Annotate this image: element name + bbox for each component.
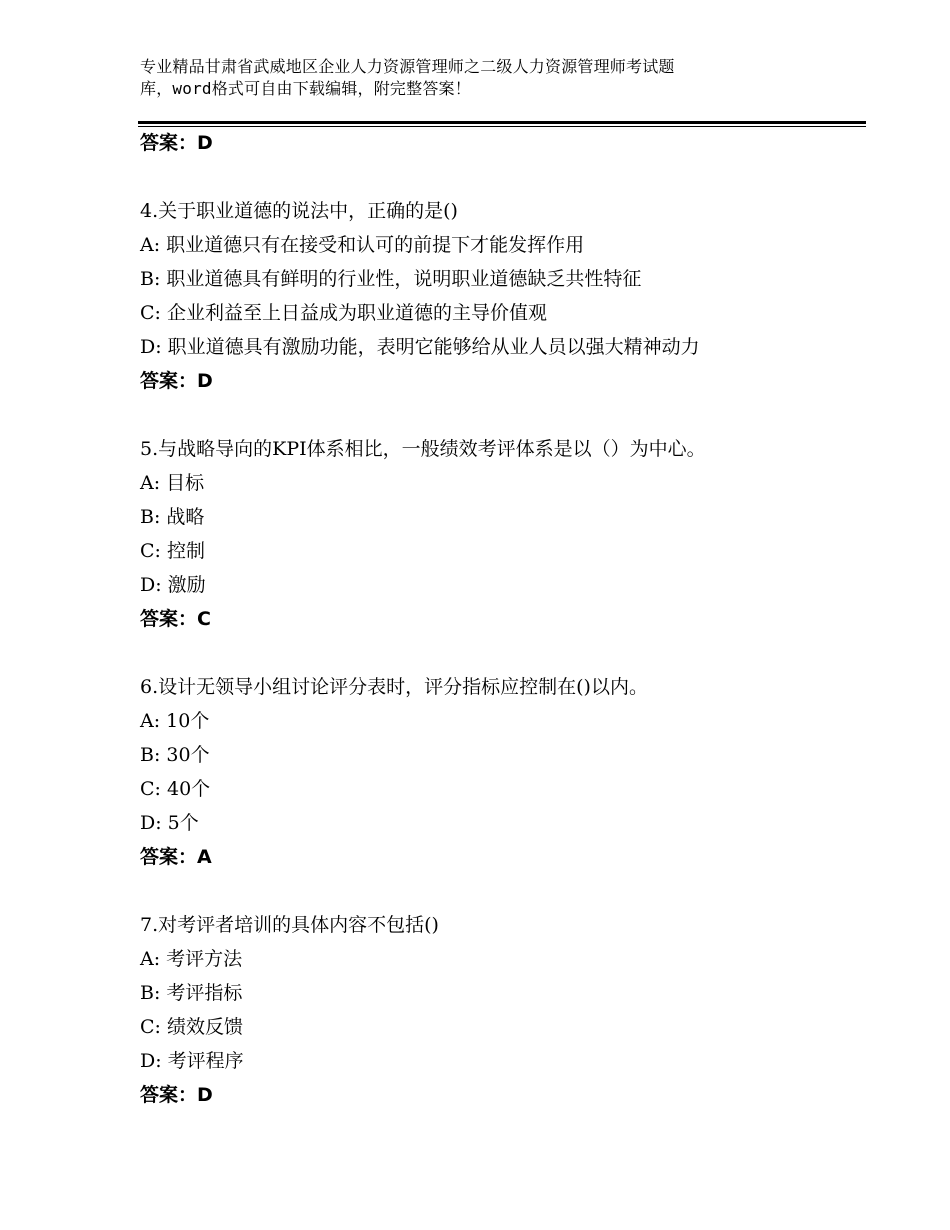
question-option: A: 目标 xyxy=(140,472,205,494)
question-stem: 5.与战略导向的KPI体系相比，一般绩效考评体系是以（）为中心。 xyxy=(140,438,706,460)
question-option: A: 职业道德只有在接受和认可的前提下才能发挥作用 xyxy=(140,234,585,256)
document-header xyxy=(140,56,780,100)
spacer xyxy=(140,874,860,908)
question-option: B: 30个 xyxy=(140,744,210,766)
question-option: C: 企业利益至上日益成为职业道德的主导价值观 xyxy=(140,302,547,324)
header-divider-thick xyxy=(138,121,866,124)
question-answer: 答案：D xyxy=(140,1084,213,1106)
question-option: A: 考评方法 xyxy=(140,948,243,970)
spacer xyxy=(140,160,860,194)
question-stem: 4.关于职业道德的说法中，正确的是() xyxy=(140,200,458,222)
question-option: B: 战略 xyxy=(140,506,205,528)
header-line-2: 库，word格式可自由下载编辑，附完整答案！ xyxy=(140,79,471,98)
spacer xyxy=(140,398,860,432)
question-option: D: 考评程序 xyxy=(140,1050,244,1072)
question-option: B: 职业道德具有鲜明的行业性，说明职业道德缺乏共性特征 xyxy=(140,268,642,290)
question-option: A: 10个 xyxy=(140,710,210,732)
header-line-1: 专业精品甘肃省武威地区企业人力资源管理师之二级人力资源管理师考试题 xyxy=(140,57,675,76)
question-stem: 6.设计无领导小组讨论评分表时，评分指标应控制在()以内。 xyxy=(140,676,648,698)
question-option: C: 绩效反馈 xyxy=(140,1016,243,1038)
question-block xyxy=(140,194,860,398)
question-block xyxy=(140,670,860,874)
question-option: D: 5个 xyxy=(140,812,199,834)
question-answer: 答案：A xyxy=(140,846,212,868)
question-option: B: 考评指标 xyxy=(140,982,243,1004)
question-list xyxy=(140,126,860,1112)
question-option: D: 激励 xyxy=(140,574,206,596)
previous-answer: 答案：D xyxy=(140,132,213,154)
question-option: D: 职业道德具有激励功能，表明它能够给从业人员以强大精神动力 xyxy=(140,336,700,358)
question-option: C: 控制 xyxy=(140,540,205,562)
question-option: C: 40个 xyxy=(140,778,211,800)
question-stem: 7.对考评者培训的具体内容不包括() xyxy=(140,914,439,936)
question-block xyxy=(140,432,860,636)
question-answer: 答案：C xyxy=(140,608,211,630)
question-answer: 答案：D xyxy=(140,370,213,392)
question-block xyxy=(140,908,860,1112)
spacer xyxy=(140,636,860,670)
